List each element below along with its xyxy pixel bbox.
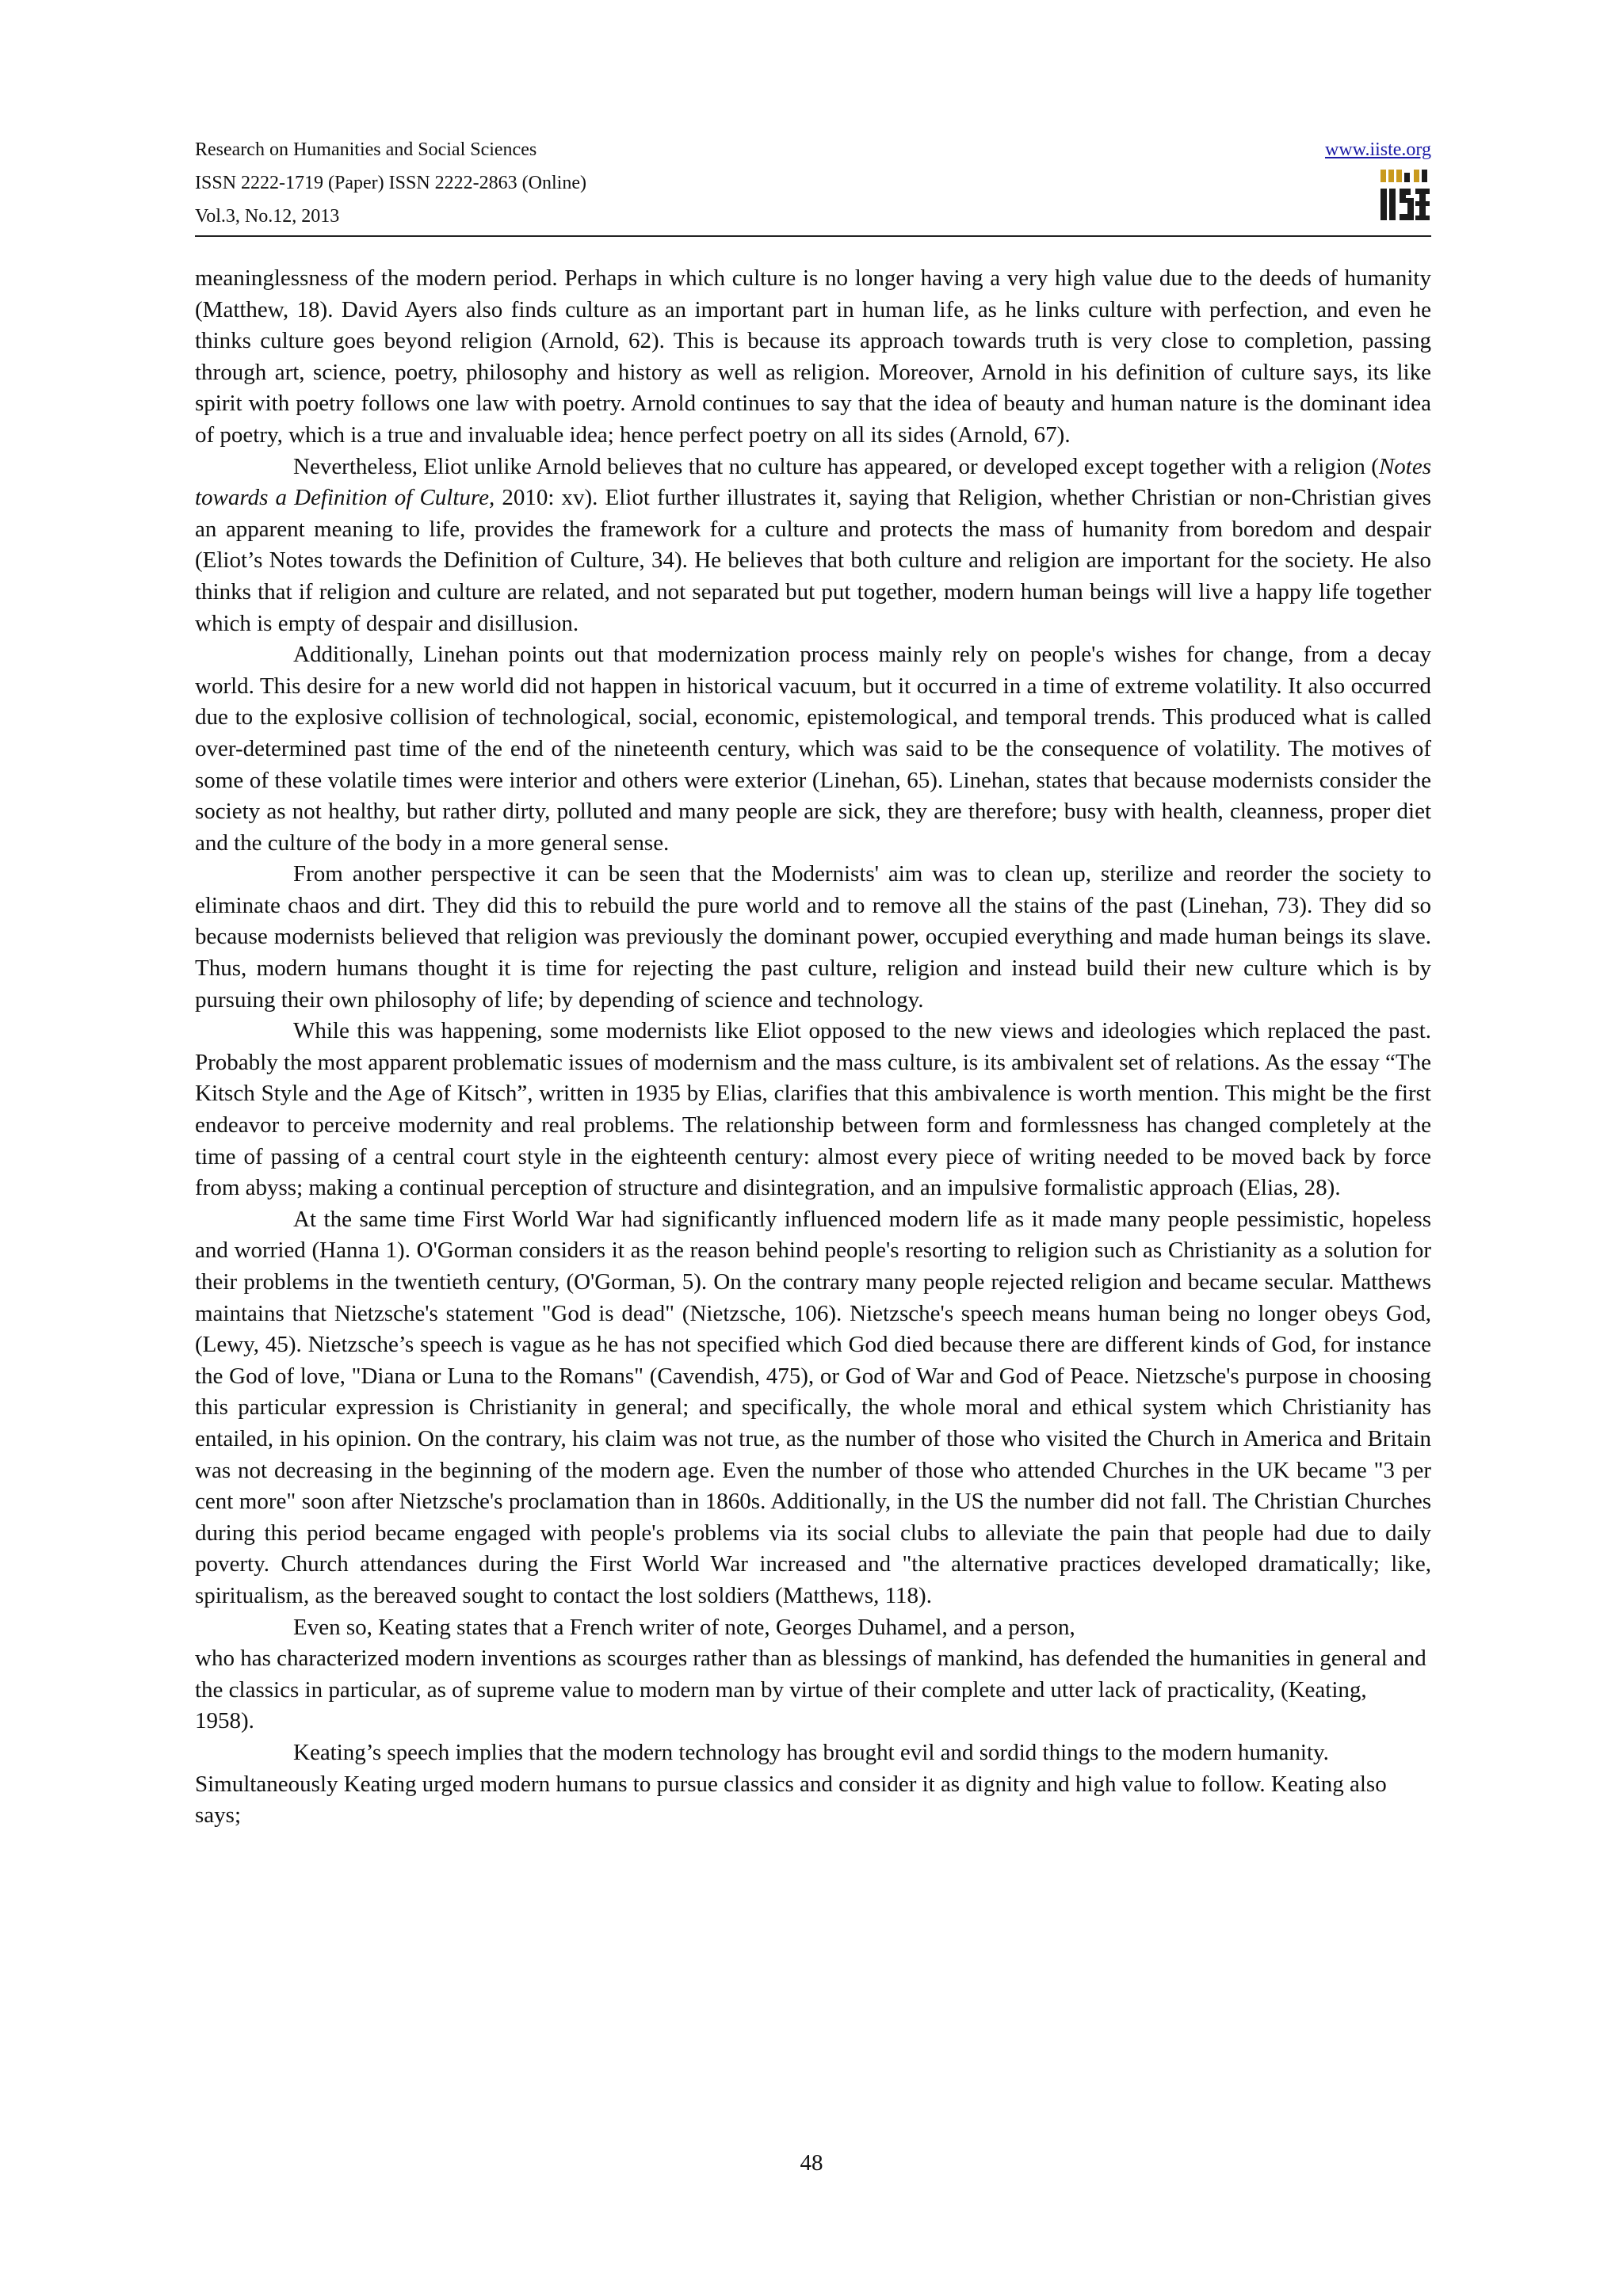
- body-paragraph: Nevertheless, Eliot unlike Arnold believes that no culture has appeared, or developed except together with a religion (Notes towards a Definition of Culture, 2010: xv). Eliot further illustrates it, saying that Religion, whether Christian or non-Christian gives an apparent meaning to life, provides the framework for a culture and protects the mass of humanity from boredom and despair (Eliot’s Notes towards the Definition of Culture, 34). He believes that both culture and religion are important for the society. He also thinks that if religion and culture are related, and not separated but put together, modern human beings will live a happy life together which is empty of despair and disillusion.: [195, 453, 1432, 636]
- issn-line: ISSN 2222-1719 (Paper) ISSN 2222-2863 (Online): [195, 173, 586, 193]
- volume-line: Vol.3, No.12, 2013: [195, 206, 340, 227]
- body-paragraph: Additionally, Linehan points out that modernization process mainly rely on people's wishes for change, from a decay world. This desire for a new world did not happen in historical vacuum, but it occurred in a time of extreme volatility. It also occurred due to the explosive collision of technological, social, economic, epistemological, and temporal trends. This produced what is called over-determined past time of the end of the nineteenth century, which was said to be the consequence of volatility. The motives of some of these volatile times were interior and others were exterior (Linehan, 65). Linehan, states that because modernists consider the society as not healthy, but rather dirty, polluted and many people are sick, they are therefore; busy with health, cleanness, proper diet and the culture of the body in a more general sense.: [195, 642, 1431, 856]
- iiste-logo: [1379, 168, 1431, 225]
- body-paragraph: Keating’s speech implies that the modern technology has brought evil and sordid things to the modern humanity. Simultaneously Keating urged modern humans to pursue classics and consider it as dignity and high value to follow. Keating also says;: [195, 1739, 1387, 1829]
- body-paragraph: While this was happening, some modernists like Eliot opposed to the new views and ideologies which replaced the past. Probably the most apparent problematic issues of modernism and the mass culture, is its ambivalent set of relations. As the essay “The Kitsch Style and the Age of Kitsch”, written in 1935 by Elias, clarifies that this ambivalence is worth mention. This might be the first endeavor to perceive modernity and real problems. The relationship between form and formlessness has changed completely at the time of passing of a central court style in the eighteenth century: almost every piece of writing needed to be moved back by force from abyss; making a continual perception of structure and disintegration, and an impulsive formalistic approach (Elias, 28).: [195, 1018, 1432, 1201]
- journal-title: Research on Humanities and Social Sciences: [195, 139, 537, 160]
- body-paragraph: From another perspective it can be seen that the Modernists' aim was to clean up, sterilize and reorder the society to eliminate chaos and dirt. They did this to rebuild the pure world and to remove all the stains of the past (Linehan, 73). They did so because modernists believed that religion was previously the dominant power, occupied everything and made human beings its slave. Thus, modern humans thought it is time for rejecting the past culture, religion and instead build their new culture which is by pursuing their own philosophy of life; by depending of science and technology.: [195, 861, 1431, 1013]
- journal-website-link[interactable]: www.iiste.org: [1325, 139, 1431, 160]
- cited-title: Notes towards a Definition of Culture,: [195, 453, 1431, 511]
- body-paragraph: meaninglessness of the modern period. Perhaps in which culture is no longer having a very high value due to the deeds of humanity (Matthew, 18). David Ayers also finds culture as an important part in human life, as he links culture with perfection, and even he thinks culture goes beyond religion (Arnold, 62). This is because its approach towards truth is very close to completion, passing through art, science, poetry, philosophy and history as well as religion. Moreover, Arnold in his definition of culture says, its like spirit with poetry follows one law with poetry. Arnold continues to say that the idea of beauty and human nature is the dominant idea of poetry, which is a true and invaluable idea; hence perfect poetry on all its sides (Arnold, 67).: [195, 265, 1431, 448]
- article-body: [195, 263, 1431, 1832]
- page-number: 48: [800, 2150, 823, 2176]
- body-paragraph: At the same time First World War had significantly influenced modern life as it made many people pessimistic, hopeless and worried (Hanna 1). O'Gorman considers it as the reason behind people's resorting to religion such as Christianity as a solution for their problems in the twentieth century, (O'Gorman, 5). On the contrary many people rejected religion and became secular. Matthews maintains that Nietzsche's statement "God is dead" (Nietzsche, 106). Nietzsche's speech means human being no longer obeys God, (Lewy, 45). Nietzsche’s speech is vague as he has not specified which God died because there are different kinds of God, for instance the God of love, "Diana or Luna to the Romans" (Cavendish, 475), or God of War and God of Peace. Nietzsche's purpose in choosing this particular expression is Christianity in general; and specifically, the whole moral and ethical system which Christianity has entailed, in his opinion. On the contrary, his claim was not true, as the number of those who visited the Church in America and Britain was not decreasing in the beginning of the modern age. Even the number of those who attended Churches in the UK became "3 per cent more" soon after Nietzsche's proclamation than in 1860s. Additionally, in the US the number did not fall. The Christian Churches during this period became engaged with people's problems via its social clubs to alleviate the pain that people had due to daily poverty. Church attendances during the First World War increased and "the alternative practices developed dramatically; like, spiritualism, as the bereaved sought to contact the lost soldiers (Matthews, 118).: [195, 1206, 1431, 1608]
- running-header: [195, 139, 586, 239]
- body-paragraph: Even so, Keating states that a French writer of note, Georges Duhamel, and a person,: [293, 1614, 1075, 1640]
- header-divider: [195, 235, 1431, 237]
- block-quote: who has characterized modern inventions as scourges rather than as blessings of mankind, has defended the humanities in general and the classics in particular, as of supreme value to modern man by virtue of their complete and utter lack of practicality, (Keating, 1958).: [195, 1646, 1426, 1734]
